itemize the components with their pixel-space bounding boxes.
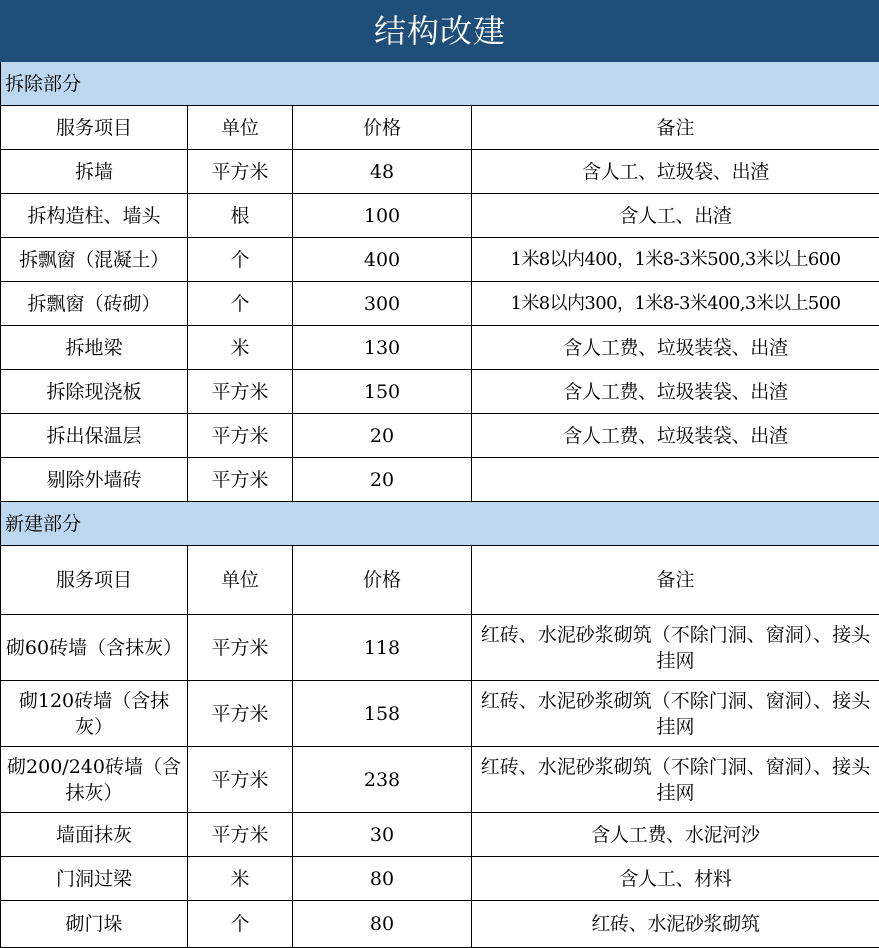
table-row: [1, 238, 879, 282]
price-cell: 130: [293, 326, 472, 370]
item-cell: 剔除外墙砖: [1, 458, 188, 502]
unit-cell: 平方米: [188, 370, 293, 414]
price-cell: 20: [293, 414, 472, 458]
unit-cell: 米: [188, 326, 293, 370]
note-cell: 红砖、水泥砂浆砌筑（不除门洞、窗洞）、接头挂网: [472, 615, 879, 681]
item-cell: 砌120砖墙（含抹灰）: [1, 681, 188, 747]
price-cell: 48: [293, 150, 472, 194]
item-cell: 拆构造柱、墙头: [1, 194, 188, 238]
item-cell: 拆飘窗（砖砌）: [1, 282, 188, 326]
price-cell: 20: [293, 458, 472, 502]
price-cell: 150: [293, 370, 472, 414]
item-cell: 墙面抹灰: [1, 813, 188, 857]
table-row: [1, 901, 879, 948]
unit-cell: 平方米: [188, 150, 293, 194]
price-cell: 158: [293, 681, 472, 747]
section-title-new-build: 新建部分: [1, 502, 879, 546]
table-row: [1, 857, 879, 901]
unit-cell: 平方米: [188, 458, 293, 502]
item-cell: 拆出保温层: [1, 414, 188, 458]
price-cell: 80: [293, 901, 472, 948]
column-header-row: [1, 106, 879, 150]
price-cell: 118: [293, 615, 472, 681]
item-cell: 门洞过梁: [1, 857, 188, 901]
item-cell: 拆墙: [1, 150, 188, 194]
table-row: [1, 615, 879, 681]
price-cell: 238: [293, 747, 472, 813]
item-cell: 砌60砖墙（含抹灰）: [1, 615, 188, 681]
note-cell: 含人工费、垃圾装袋、出渣: [472, 370, 879, 414]
item-cell: 拆除现浇板: [1, 370, 188, 414]
column-header-item: 服务项目: [1, 106, 188, 150]
note-cell: 含人工费、垃圾装袋、出渣: [472, 414, 879, 458]
note-cell: 1米8以内400，1米8-3米500,3米以上600: [472, 238, 879, 282]
column-header-note: 备注: [472, 106, 879, 150]
price-cell: 400: [293, 238, 472, 282]
table-row: [1, 414, 879, 458]
unit-cell: 个: [188, 282, 293, 326]
unit-cell: 根: [188, 194, 293, 238]
table-row: [1, 747, 879, 813]
table-title: 结构改建: [1, 1, 879, 62]
unit-cell: 平方米: [188, 813, 293, 857]
note-cell: 含人工费、垃圾装袋、出渣: [472, 326, 879, 370]
unit-cell: 个: [188, 238, 293, 282]
table-row: [1, 458, 879, 502]
table-row: [1, 681, 879, 747]
column-header-note: 备注: [472, 546, 879, 615]
item-cell: 拆飘窗（混凝土）: [1, 238, 188, 282]
note-cell: 含人工、材料: [472, 857, 879, 901]
table-row: [1, 370, 879, 414]
unit-cell: 米: [188, 857, 293, 901]
unit-cell: 平方米: [188, 681, 293, 747]
price-cell: 30: [293, 813, 472, 857]
column-header-unit: 单位: [188, 106, 293, 150]
unit-cell: 平方米: [188, 414, 293, 458]
item-cell: 拆地梁: [1, 326, 188, 370]
column-header-unit: 单位: [188, 546, 293, 615]
column-header-price: 价格: [293, 546, 472, 615]
section-title-demolition: 拆除部分: [1, 62, 879, 106]
table-row: [1, 282, 879, 326]
note-cell: 含人工费、水泥河沙: [472, 813, 879, 857]
table-row: [1, 813, 879, 857]
table-row: [1, 150, 879, 194]
note-cell: 1米8以内300，1米8-3米400,3米以上500: [472, 282, 879, 326]
table-row: [1, 326, 879, 370]
price-cell: 100: [293, 194, 472, 238]
note-cell: 红砖、水泥砂浆砌筑: [472, 901, 879, 948]
column-header-row: [1, 546, 879, 615]
unit-cell: 个: [188, 901, 293, 948]
item-cell: 砌200/240砖墙（含抹灰）: [1, 747, 188, 813]
price-cell: 80: [293, 857, 472, 901]
item-cell: 砌门垛: [1, 901, 188, 948]
note-cell: [472, 458, 879, 502]
table-row: [1, 194, 879, 238]
price-cell: 300: [293, 282, 472, 326]
note-cell: 含人工、出渣: [472, 194, 879, 238]
note-cell: 含人工、垃圾袋、出渣: [472, 150, 879, 194]
column-header-item: 服务项目: [1, 546, 188, 615]
unit-cell: 平方米: [188, 747, 293, 813]
note-cell: 红砖、水泥砂浆砌筑（不除门洞、窗洞）、接头挂网: [472, 681, 879, 747]
column-header-price: 价格: [293, 106, 472, 150]
note-cell: 红砖、水泥砂浆砌筑（不除门洞、窗洞）、接头挂网: [472, 747, 879, 813]
unit-cell: 平方米: [188, 615, 293, 681]
